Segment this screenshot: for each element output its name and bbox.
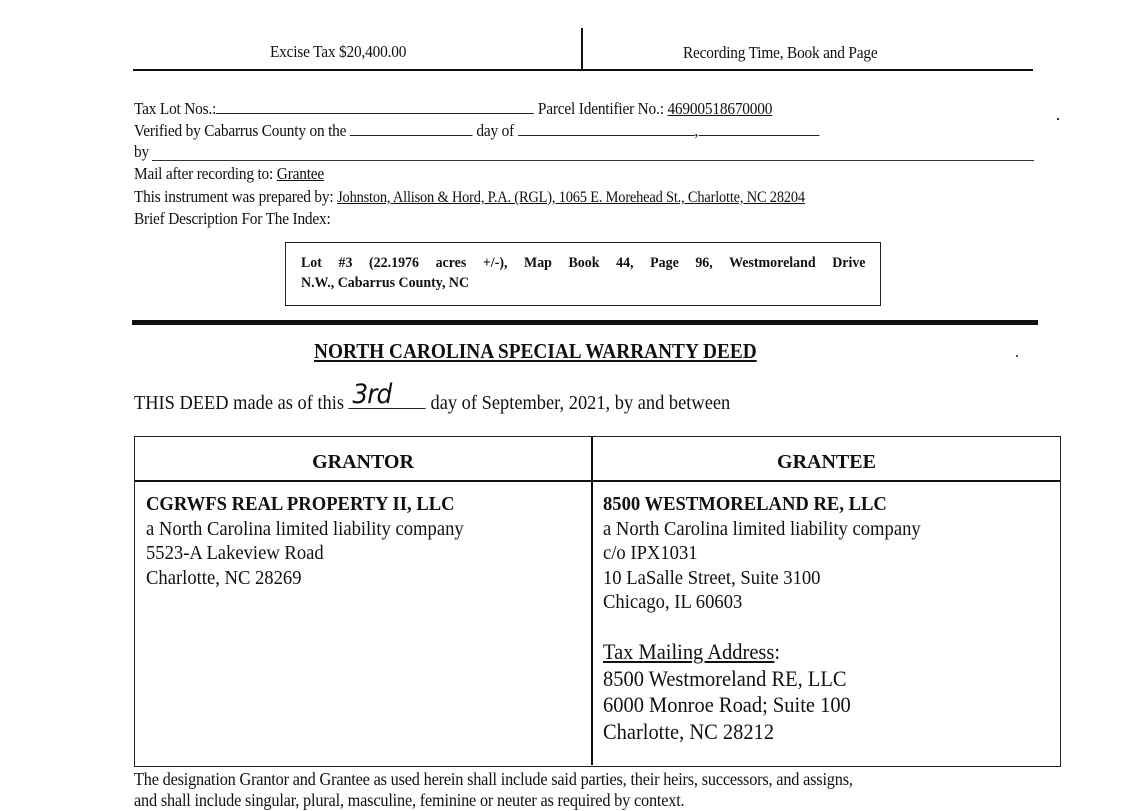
by-field[interactable] — [152, 160, 1034, 161]
grantor-line: Charlotte, NC 28269 — [146, 566, 302, 589]
tax-lot-label: Tax Lot Nos.: — [134, 99, 217, 118]
scan-dot — [1016, 355, 1018, 357]
scan-dot — [1057, 118, 1059, 120]
grantor-name: CGRWFS REAL PROPERTY II, LLC — [146, 493, 455, 515]
grantor-line: a North Carolina limited liability company — [146, 517, 464, 540]
grantor-header: GRANTOR — [312, 451, 414, 473]
grantee-cell — [603, 492, 945, 615]
intro-after: day of September, 2021, by and between — [430, 392, 731, 414]
brief-description-label: Brief Description For The Index: — [134, 209, 331, 228]
deed-intro — [134, 379, 731, 415]
verified-month-field[interactable] — [518, 121, 695, 136]
tax-lot-field[interactable] — [216, 99, 534, 114]
excise-tax: Excise Tax $20,400.00 — [270, 42, 407, 61]
designation-line-1: The designation Grantor and Grantee as used herein shall include said parties, their heirs, successors, and assigns, — [134, 769, 853, 789]
verified-row: Verified by Cabarrus County on the day of , — [134, 121, 819, 141]
tax-mailing-block — [603, 639, 869, 745]
deed-title: NORTH CAROLINA SPECIAL WARRANTY DEED — [314, 339, 757, 363]
section-rule — [132, 320, 1038, 325]
by-row — [134, 142, 149, 162]
tax-mailing-colon: : — [774, 639, 781, 664]
verified-label: Verified by Cabarrus County on the — [134, 121, 347, 140]
tax-mailing-line: 8500 Westmoreland RE, LLC — [603, 665, 847, 691]
by-label: by — [134, 142, 149, 161]
grantee-name: 8500 WESTMORELAND RE, LLC — [603, 493, 887, 515]
intro-before: THIS DEED made as of this — [134, 392, 345, 414]
tax-mailing-line: 6000 Monroe Road; Suite 100 — [603, 692, 851, 717]
deed-day-field[interactable] — [349, 379, 426, 410]
prepared-label: This instrument was prepared by: — [134, 187, 334, 206]
index-line-1: Lot #3 (22.1976 acres +/-), Map Book 44, Page 96, Westmoreland Drive — [301, 255, 866, 271]
tax-mailing-label: Tax Mailing Address — [603, 639, 775, 664]
index-description-box — [285, 242, 881, 306]
mail-label: Mail after recording to: — [134, 164, 274, 183]
parties-table — [134, 436, 1061, 767]
grantor-cell — [146, 492, 488, 590]
header-rule — [133, 69, 1033, 71]
deed-day-handwritten: 3rd — [352, 379, 392, 410]
day-of-label: day of — [476, 121, 515, 140]
recording-time-label: Recording Time, Book and Page — [683, 43, 878, 62]
grantee-header: GRANTEE — [777, 451, 876, 473]
grantee-line: Chicago, IL 60603 — [603, 591, 743, 613]
verified-day-field[interactable] — [350, 121, 473, 136]
grantor-line: 5523-A Lakeview Road — [146, 542, 324, 564]
designation-line-2: and shall include singular, plural, masculine, feminine or neuter as required by context. — [134, 790, 685, 810]
prepared-value: Johnston, Allison & Hord, P.A. (RGL), 1065 E. Morehead St., Charlotte, NC 28204 — [337, 189, 805, 206]
grantee-line: a North Carolina limited liability company — [603, 517, 921, 540]
parcel-value: 46900518670000 — [667, 99, 773, 118]
index-line-2: N.W., Cabarrus County, NC — [301, 275, 470, 291]
mail-row — [134, 164, 324, 184]
parcel-label: Parcel Identifier No.: — [537, 99, 664, 118]
parties-header-rule — [135, 480, 1060, 482]
prepared-row — [134, 187, 805, 207]
tax-mailing-heading — [603, 639, 851, 666]
tax-mailing-line: Charlotte, NC 28212 — [603, 718, 775, 744]
mail-value: Grantee — [276, 164, 325, 183]
grantee-line: 10 LaSalle Street, Suite 3100 — [603, 566, 821, 589]
grantee-line: c/o IPX1031 — [603, 542, 698, 564]
header-divider — [581, 28, 583, 70]
verified-year-field[interactable] — [698, 121, 819, 136]
parties-divider — [591, 437, 593, 765]
tax-lot-row — [134, 99, 772, 119]
